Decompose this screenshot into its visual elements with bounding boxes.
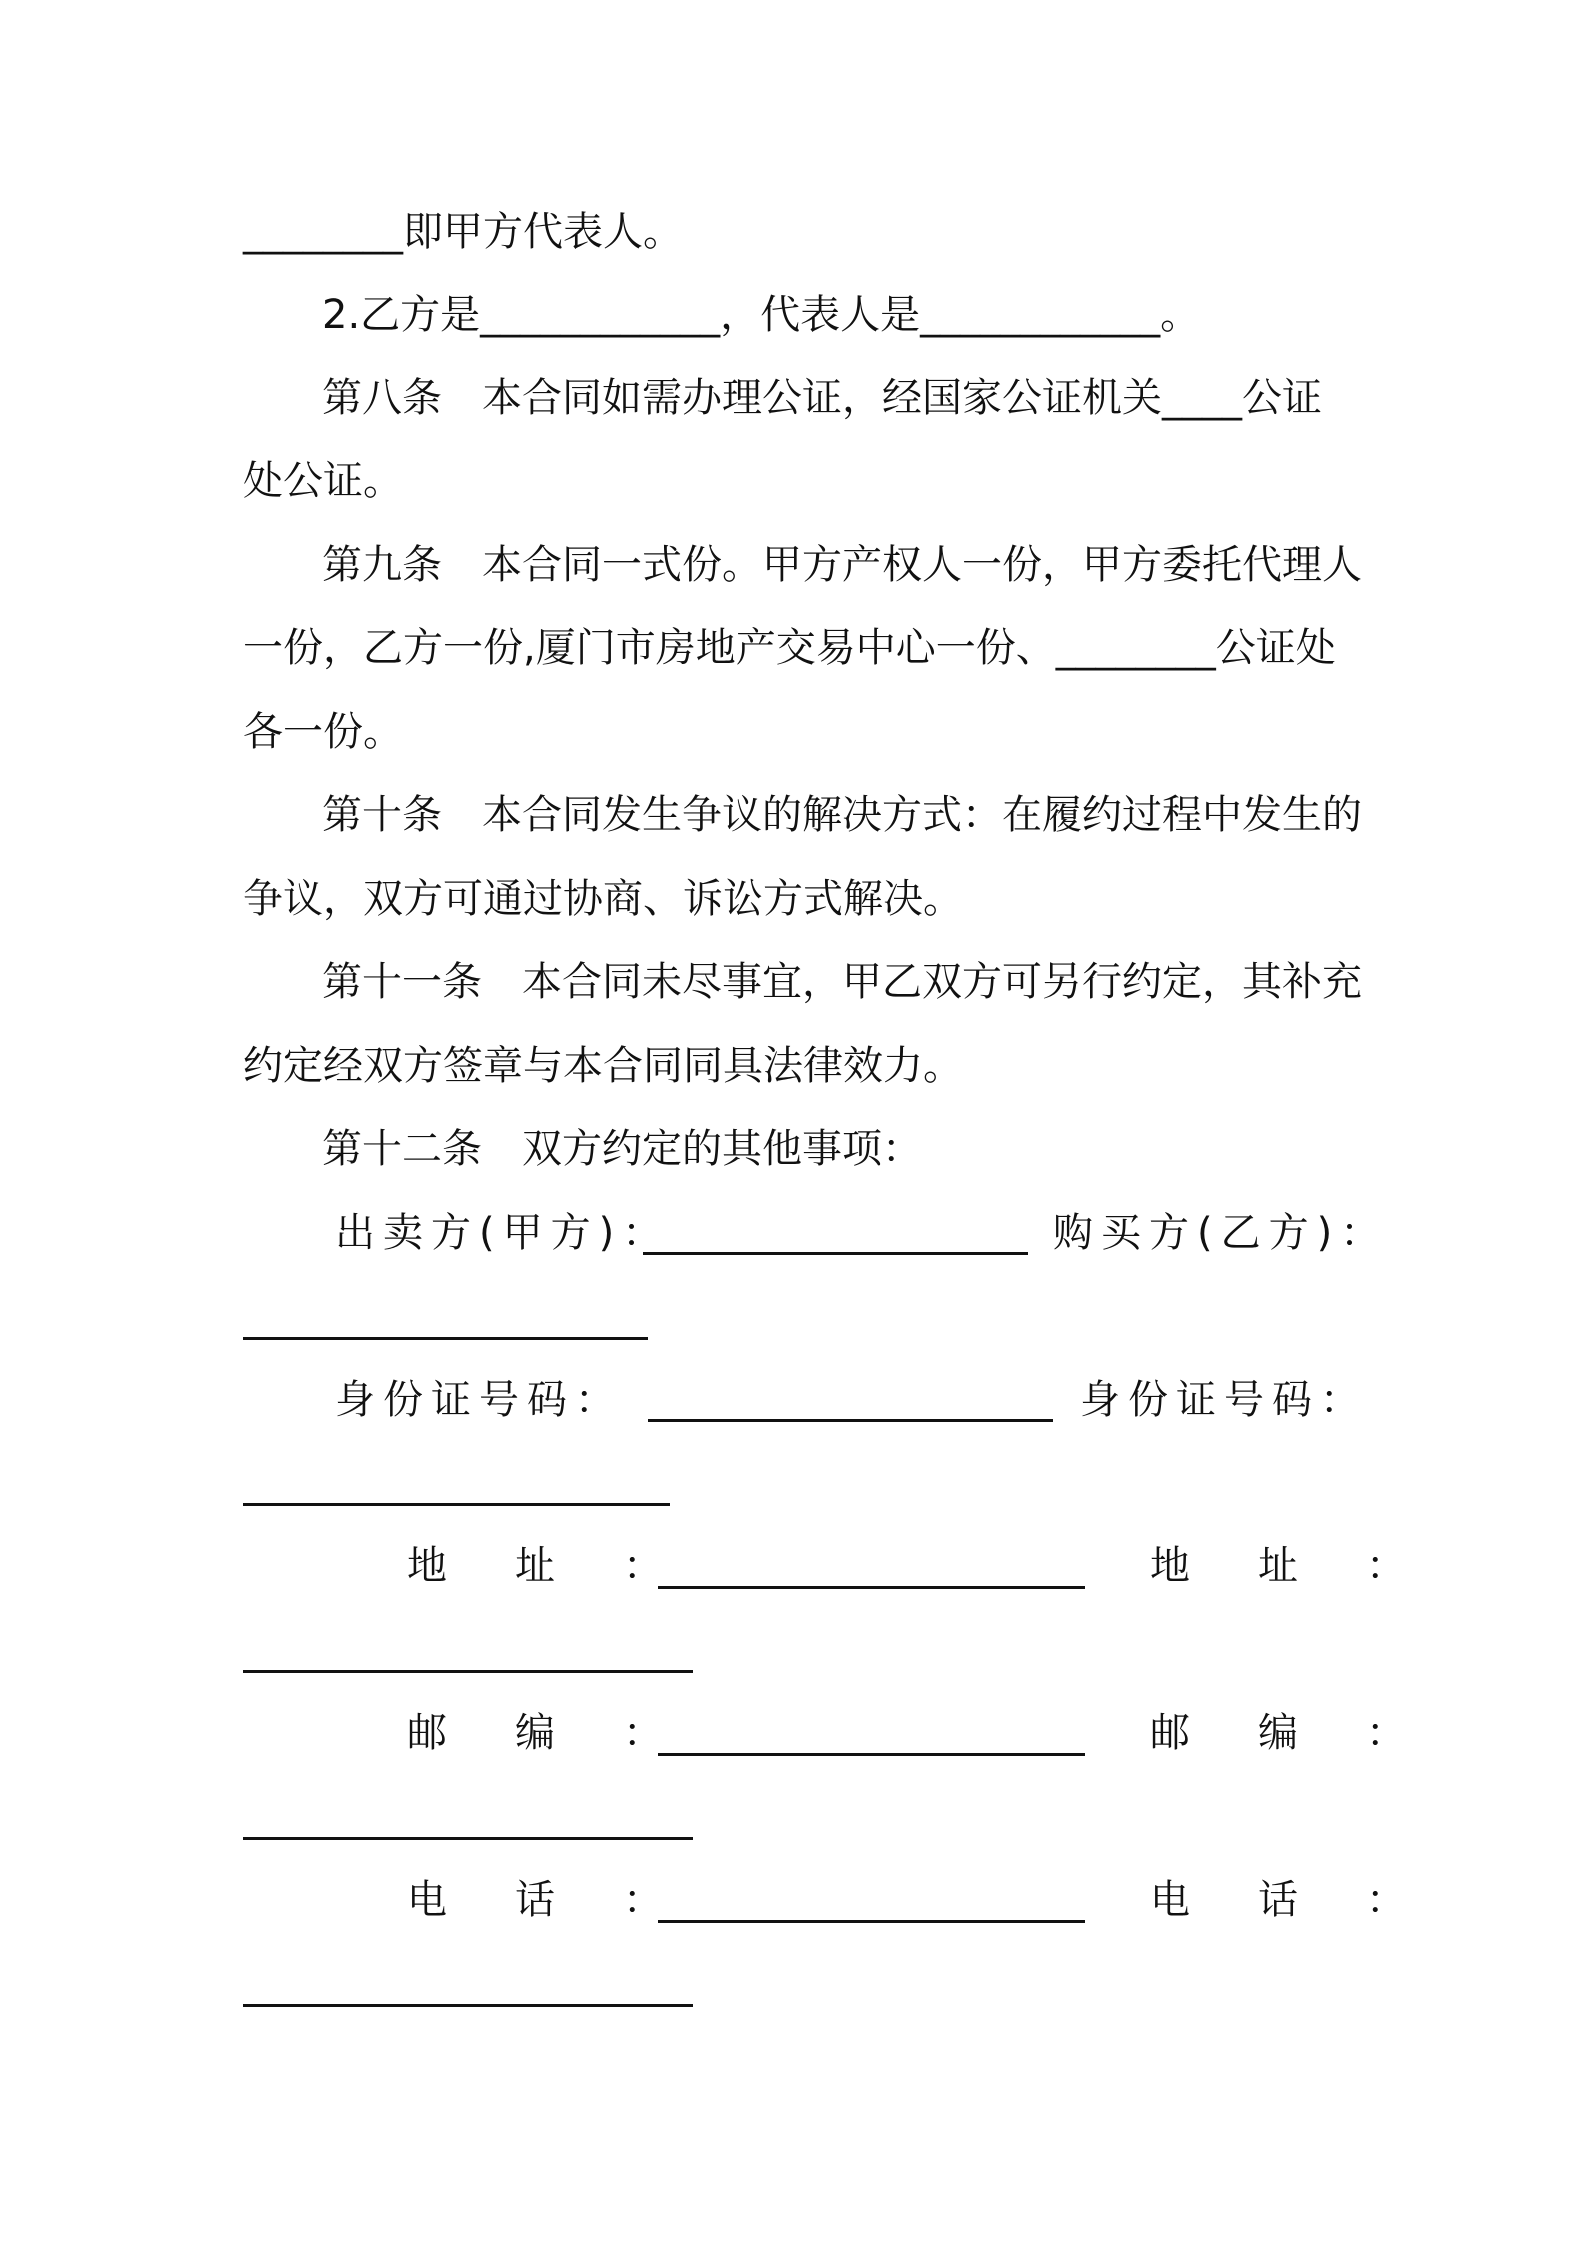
seller-zip-label: 邮 编 ： [407,1710,677,1756]
buyer-label: 购买方(乙方)： [1053,1210,1389,1256]
article-12-line-1: 第十二条 双方约定的其他事项： [322,1126,922,1172]
text-line-1: ________即甲方代表人。 [243,209,683,255]
article-9-line-3: 各一份。 [243,709,403,755]
seller-address-blank [658,1586,1085,1589]
buyer-address-label: 地 址 ： [1150,1543,1420,1589]
buyer-address-blank [243,1670,693,1673]
article-8-line-1: 第八条 本合同如需办理公证，经国家公证机关____公证 [322,375,1322,421]
seller-id-label: 身份证号码： [335,1377,623,1423]
seller-phone-blank [658,1920,1085,1923]
buyer-zip-label: 邮 编 ： [1150,1710,1420,1756]
seller-address-label: 地 址 ： [407,1543,677,1589]
buyer-phone-blank [243,2004,693,2007]
seller-label: 出卖方(甲方)： [335,1210,671,1256]
article-9-line-1: 第九条 本合同一式份。甲方产权人一份，甲方委托代理人 [322,542,1362,588]
text-line-2: 2.乙方是____________，代表人是____________。 [322,292,1201,338]
seller-blank [643,1252,1028,1255]
buyer-blank [243,1337,648,1340]
article-8-line-2: 处公证。 [243,458,403,504]
buyer-id-label: 身份证号码： [1080,1377,1368,1423]
seller-id-blank [648,1419,1053,1422]
article-10-line-1: 第十条 本合同发生争议的解决方式：在履约过程中发生的 [322,792,1362,838]
article-9-line-2: 一份，乙方一份,厦门市房地产交易中心一份、________公证处 [243,625,1336,671]
buyer-phone-label: 电 话 ： [1150,1877,1420,1923]
article-11-line-2: 约定经双方签章与本合同同具法律效力。 [243,1043,963,1089]
seller-phone-label: 电 话 ： [407,1877,677,1923]
seller-zip-blank [658,1753,1085,1756]
buyer-zip-blank [243,1837,693,1840]
buyer-id-blank [243,1503,670,1506]
article-10-line-2: 争议，双方可通过协商、诉讼方式解决。 [243,876,963,922]
article-11-line-1: 第十一条 本合同未尽事宜，甲乙双方可另行约定，其补充 [322,959,1362,1005]
